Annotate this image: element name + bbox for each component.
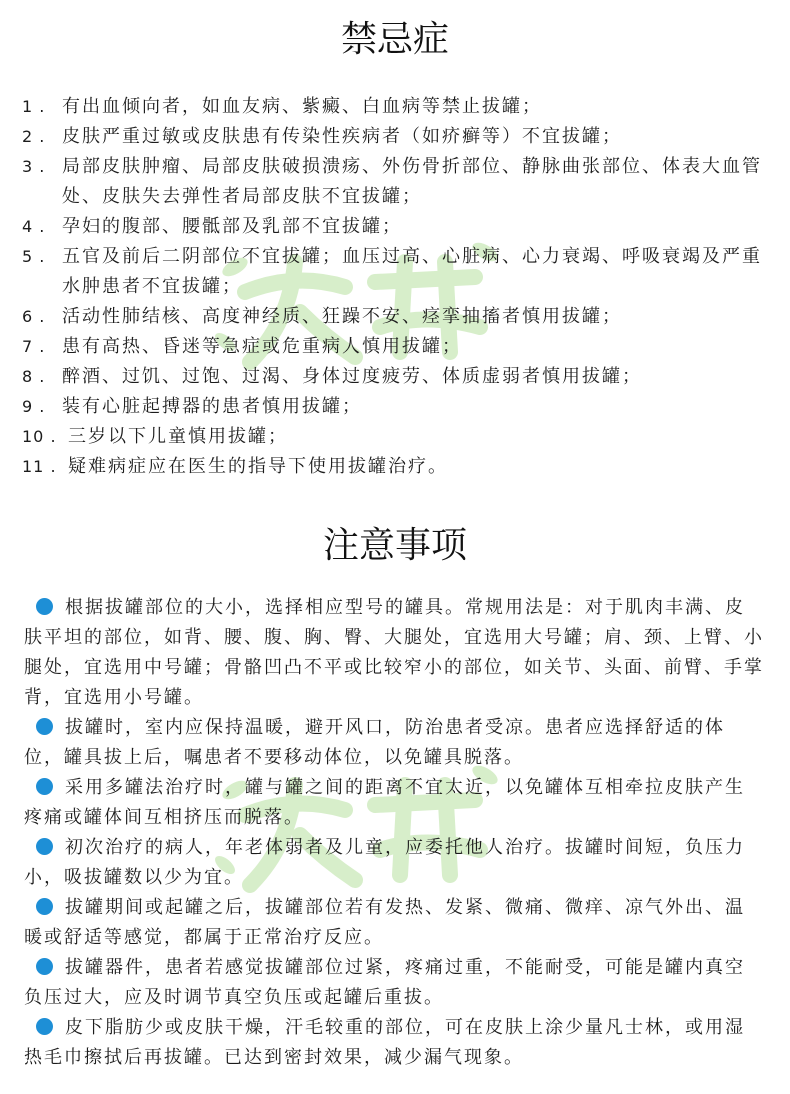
item-text: 初次治疗的病人，年老体弱者及儿童，应委托他人治疗。拔罐时间短，负压力小，吸拔罐数以少为宜。 bbox=[24, 837, 745, 888]
list-item bbox=[22, 92, 762, 122]
list-item bbox=[22, 242, 762, 302]
precautions-title: 注意事项 bbox=[322, 525, 467, 566]
list-item bbox=[24, 773, 764, 833]
item-text: 有出血倾向者，如血友病、紫癜、白血病等禁止拔罐； bbox=[62, 96, 542, 117]
item-number: 8 . bbox=[22, 367, 46, 386]
list-item bbox=[24, 833, 764, 893]
item-number: 1 . bbox=[22, 97, 46, 116]
list-item bbox=[22, 122, 762, 152]
list-item bbox=[24, 893, 764, 953]
list-item bbox=[22, 152, 762, 212]
item-text: 活动性肺结核、高度神经质、狂躁不安、痉挛抽搐者慎用拔罐； bbox=[62, 306, 622, 327]
list-item bbox=[24, 713, 764, 773]
item-text: 局部皮肤肿瘤、局部皮肤破损溃疡、外伤骨折部位、静脉曲张部位、体表大血管处、皮肤失去弹性者局部皮肤不宜拔罐； bbox=[62, 156, 762, 207]
item-number: 11 . bbox=[22, 457, 57, 476]
list-item bbox=[22, 452, 762, 482]
item-number: 4 . bbox=[22, 217, 46, 236]
item-text: 醉酒、过饥、过饱、过渴、身体过度疲劳、体质虚弱者慎用拔罐； bbox=[62, 366, 642, 387]
bullet-dot-icon bbox=[36, 958, 53, 975]
item-text: 装有心脏起搏器的患者慎用拔罐； bbox=[62, 396, 362, 417]
item-number: 5 . bbox=[22, 247, 46, 266]
contraindications-list bbox=[22, 92, 762, 482]
item-text: 根据拔罐部位的大小，选择相应型号的罐具。常规用法是：对于肌肉丰满、皮肤平坦的部位，如背、腰、腹、胸、臀、大腿处，宜选用大号罐；肩、颈、上臂、小腿处，宜选用中号罐；骨骼凹凸不平或比较窄小的部位，如关节、头面、前臂、手掌背，宜选用小号罐。 bbox=[24, 597, 764, 708]
precautions-list bbox=[24, 593, 764, 1073]
list-item bbox=[24, 593, 764, 713]
item-number: 9 . bbox=[22, 397, 46, 416]
list-item bbox=[24, 953, 764, 1013]
item-text: 拔罐器件，患者若感觉拔罐部位过紧，疼痛过重，不能耐受，可能是罐内真空负压过大，应及时调节真空负压或起罐后重拔。 bbox=[24, 957, 745, 1008]
list-item bbox=[22, 332, 762, 362]
item-text: 五官及前后二阴部位不宜拔罐；血压过高、心脏病、心力衰竭、呼吸衰竭及严重水肿患者不宜拔罐； bbox=[62, 246, 762, 297]
item-text: 三岁以下儿童慎用拔罐； bbox=[68, 426, 288, 447]
bullet-dot-icon bbox=[36, 898, 53, 915]
list-item bbox=[22, 212, 762, 242]
list-item bbox=[22, 422, 762, 452]
bullet-dot-icon bbox=[36, 1018, 53, 1035]
list-item bbox=[22, 302, 762, 332]
bullet-dot-icon bbox=[36, 598, 53, 615]
item-text: 拔罐期间或起罐之后，拔罐部位若有发热、发紧、微痛、微痒、凉气外出、温暖或舒适等感觉，都属于正常治疗反应。 bbox=[24, 897, 745, 948]
list-item bbox=[22, 392, 762, 422]
list-item bbox=[24, 1013, 764, 1073]
item-number: 2 . bbox=[22, 127, 46, 146]
item-text: 疑难病症应在医生的指导下使用拔罐治疗。 bbox=[68, 456, 448, 477]
item-text: 患有高热、昏迷等急症或危重病人慎用拔罐； bbox=[62, 336, 462, 357]
item-text: 皮下脂肪少或皮肤干燥，汗毛较重的部位，可在皮肤上涂少量凡士林，或用湿热毛巾擦拭后再拔罐。已达到密封效果，减少漏气现象。 bbox=[24, 1017, 745, 1068]
contraindications-title: 禁忌症 bbox=[340, 19, 449, 60]
item-number: 7 . bbox=[22, 337, 46, 356]
item-number: 3 . bbox=[22, 157, 46, 176]
bullet-dot-icon bbox=[36, 838, 53, 855]
bullet-dot-icon bbox=[36, 718, 53, 735]
item-text: 皮肤严重过敏或皮肤患有传染性疾病者（如疥癣等）不宜拔罐； bbox=[62, 126, 622, 147]
item-text: 拔罐时，室内应保持温暖，避开风口，防治患者受凉。患者应选择舒适的体位，罐具拔上后，嘱患者不要移动体位，以免罐具脱落。 bbox=[24, 717, 725, 768]
item-number: 10 . bbox=[22, 427, 57, 446]
bullet-dot-icon bbox=[36, 778, 53, 795]
item-text: 孕妇的腹部、腰骶部及乳部不宜拔罐； bbox=[62, 216, 402, 237]
item-text: 采用多罐法治疗时，罐与罐之间的距离不宜太近，以免罐体互相牵拉皮肤产生疼痛或罐体间互相挤压而脱落。 bbox=[24, 777, 745, 828]
list-item bbox=[22, 362, 762, 392]
item-number: 6 . bbox=[22, 307, 46, 326]
